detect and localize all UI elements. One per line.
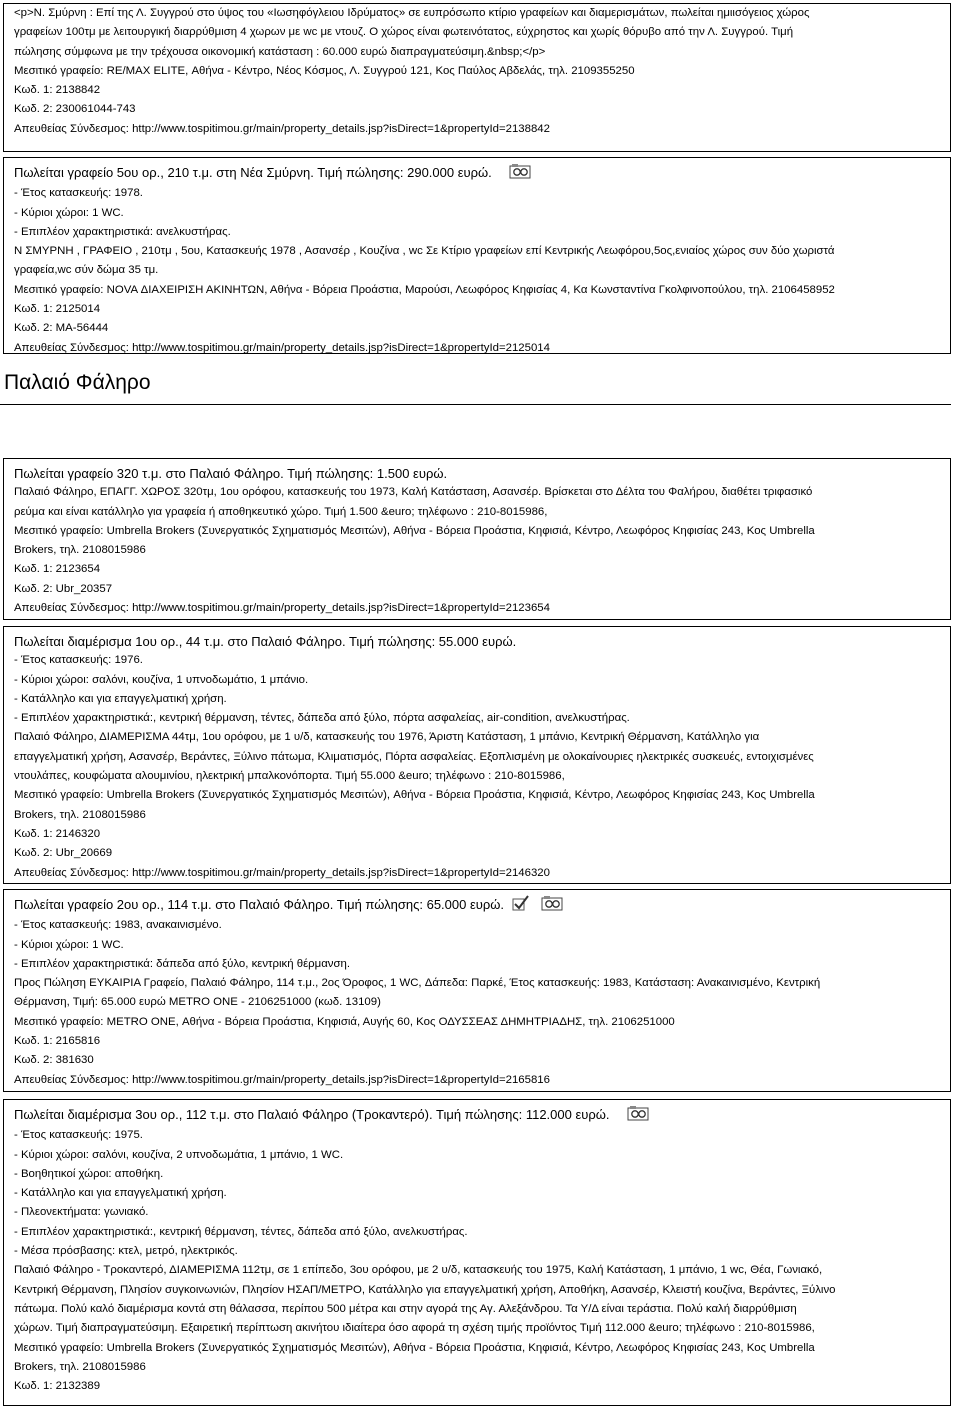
section-heading: Παλαιό Φάληρο [0, 366, 951, 405]
camera-icon[interactable] [541, 895, 563, 916]
text-line: - Έτος κατασκευής: 1976. [14, 654, 143, 667]
text-line: γραφείων 100τμ με λειτουργική διαρρύθμιση 4 χωρων με wc με ντουζ. Ο χώρος είναι φωτεινότατος, εύχρηστος και χωρίς θόρυβο από την Λ. Συγγρού. Τιμή [14, 26, 794, 39]
text-line: - Μέσα πρόσβασης: κτελ, μετρό, ηλεκτρικός. [14, 1245, 238, 1258]
camera-icon[interactable] [509, 163, 531, 184]
code-1: Κωδ. 1: 2165816 [14, 1035, 101, 1048]
text-line: Ν ΣΜΥΡΝΗ , ΓΡΑΦΕΙΟ , 210τμ , 5ου, Κατασκευής 1978 , Ασανσέρ , Κουζίνα , wc Σε Κτίριο γραφείων επί Κεντρικής Λεωφόρου,5ος,ενιαίος χώρος συν δύο χωριστά [14, 245, 835, 258]
text-line: - Επιπλέον χαρακτηριστικά: δάπεδα από ξύλο, κεντρική θέρμανση. [14, 957, 351, 970]
text-line: - Επιπλέον χαρακτηριστικά:, κεντρική θέρμανση, τέντες, δάπεδα από ξύλο, ανελκυστήρας. [14, 1225, 468, 1238]
text-line: Κεντρική Θέρμανση, Πλησίον συγκοινωνιών, Πλησίον ΗΣΑΠ/ΜΕΤΡΟ, Κατάλληλο για επαγγελματική χρήση, Αποθήκη, Ασανσέρ, Κλειστή κουζίνα, Βεράντες, Ξύλινο [14, 1283, 836, 1296]
text-line: Παλαιό Φάληρο - Τροκαντερό, ΔΙΑΜΕΡΙΣΜΑ 112τμ, σε 1 επίπεδο, 3ου ορόφου, με 2 υ/δ, κατασκευής του 1975, Καλή Κατάσταση, 1 μπάνιο, 1 wc, Θέα, Γωνιακό, [14, 1264, 823, 1277]
text-line: επαγγελματική χρήση, Ασανσέρ, Βεράντες, Ξύλινο πάτωμα, Κλιματισμός, Πόρτα ασφαλείας. Εξοπλισμένη με ολοκαίνουριες ηλεκτρικές συσκευές, εντοιχισμένες [14, 750, 814, 763]
text-line: Brokers, τηλ. 2108015986 [14, 808, 146, 821]
agency-line: Μεσιτικό γραφείο: Umbrella Brokers (Συνεργατικός Σχηματισμός Μεσιτών), Αθήνα - Βόρεια Προάστια, Κηφισιά, Κέντρο, Λεωφόρος Κηφισίας 243, Κος Umbrella [14, 524, 815, 537]
code-2: Κωδ. 2: Ubr_20357 [14, 582, 113, 595]
text-line: - Έτος κατασκευής: 1983, ανακαινισμένο. [14, 919, 222, 932]
agency-line: Μεσιτικό γραφείο: METRO ONE, Αθήνα - Βόρεια Προάστια, Κηφισιά, Αυγής 60, Κος ΟΔΥΣΣΕΑΣ ΔΗΜΗΤΡΙΑΔΗΣ, τηλ. 2106251000 [14, 1015, 675, 1028]
text-line: χώρων. Τιμή διαπραγματεύσιμη. Εξαιρετική περίπτωση ακινήτου ιδιαίτερα όσο αφορά τη σχέση τιμής προϊόντος Τιμή 112.000 &euro; τηλέφωνο : 210-8015986, [14, 1322, 815, 1335]
text-line: <p>Ν. Σμύρνη : Επί της Λ. Συγγρού στο ύψος του «Ιωσηφόγλειου Ιδρύματος» σε ευπρόσωπο κτίριο γραφείων και διαμερισμάτων, πωλείται ημιισόγειος χώρος [14, 7, 810, 19]
listing-title: Πωλείται διαμέρισμα 1ου ορ., 44 τ.μ. στο Παλαιό Φάληρο. Τιμή πώλησης: 55.000 ευρώ. [14, 634, 517, 649]
text-line: ρεύμα και είναι κατάλληλο για γραφεία ή αποθηκευτικό χώρο. Τιμή 1.500 &euro; τηλέφωνο : 210-8015986, [14, 505, 548, 518]
direct-link[interactable]: Απευθείας Σύνδεσμος: http://www.tospitimou.gr/main/property_details.jsp?isDirect=1&propertyId=2165816 [14, 1073, 550, 1086]
text-line: - Έτος κατασκευής: 1978. [14, 187, 143, 200]
text-line: - Πλεονεκτήματα: γωνιακό. [14, 1206, 149, 1219]
listing-title-text: Πωλείται διαμέρισμα 3ου ορ., 112 τ.μ. στο Παλαιό Φάληρο (Τροκαντερό). Τιμή πώλησης: 112.000 ευρώ. [14, 1107, 610, 1123]
text-line: - Επιπλέον χαρακτηριστικά: ανελκυστήρας. [14, 225, 231, 238]
code-2: Κωδ. 2: Ubr_20669 [14, 847, 113, 860]
listing-title-text: Πωλείται γραφείο 5ου ορ., 210 τ.μ. στη Νέα Σμύρνη. Τιμή πώλησης: 290.000 ευρώ. [14, 165, 492, 181]
text-line: - Κύριοι χώροι: σαλόνι, κουζίνα, 2 υπνοδωμάτια, 1 μπάνιο, 1 WC. [14, 1148, 344, 1161]
text-line: Παλαιό Φάληρο, ΕΠΑΓΓ. ΧΩΡΟΣ 320τμ, 1ου ορόφου, κατασκευής του 1973, Καλή Κατάσταση, Ασανσέρ. Βρίσκεται στο Δέλτα του Φαλήρου, διαθέτει τριφασικό [14, 486, 813, 499]
text-line: - Κύριοι χώροι: 1 WC. [14, 938, 124, 951]
listing-block-3 [3, 626, 951, 884]
code-1: Κωδ. 1: 2123654 [14, 563, 101, 576]
code-2: Κωδ. 2: 381630 [14, 1054, 94, 1067]
code-1: Κωδ. 1: 2125014 [14, 303, 101, 316]
agency-line: Μεσιτικό γραφείο: NOVA ΔΙΑΧΕΙΡΙΣΗ ΑΚΙΝΗΤΩΝ, Αθήνα - Βόρεια Προάστια, Μαρούσι, Λεωφόρος Κηφισίας 4, Κα Κωνσταντίνα Γκολφινοπούλου, τηλ. 2106458952 [14, 283, 835, 296]
text-line: πώλησης σύμφωνα με την τρέχουσα οικονομική κατάσταση : 60.000 ευρώ διαπραγματεύσιμη.&nbsp;</p> [14, 45, 546, 58]
camera-icon[interactable] [627, 1105, 649, 1126]
listing-title-text: Πωλείται γραφείο 2ου ορ., 114 τ.μ. στο Παλαιό Φάληρο. Τιμή πώλησης: 65.000 ευρώ. [14, 897, 505, 913]
listing-block-4 [3, 889, 951, 1092]
listing-title [14, 895, 940, 916]
text-line: - Βοηθητικοί χώροι: αποθήκη. [14, 1167, 164, 1180]
direct-link[interactable]: Απευθείας Σύνδεσμος: http://www.tospitimou.gr/main/property_details.jsp?isDirect=1&propertyId=2125014 [14, 341, 550, 354]
listing-title [14, 163, 940, 184]
direct-link[interactable]: Απευθείας Σύνδεσμος: http://www.tospitimou.gr/main/property_details.jsp?isDirect=1&propertyId=2123654 [14, 602, 550, 615]
text-line: - Κύριοι χώροι: σαλόνι, κουζίνα, 1 υπνοδωμάτιο, 1 μπάνιο. [14, 673, 309, 686]
text-line: Προς Πώληση ΕΥΚΑΙΡΙΑ Γραφείο, Παλαιό Φάληρο, 114 τ.μ., 2ος Όροφος, 1 WC, Δάπεδα: Παρκέ, Έτος κατασκευής: 1983, Κατάσταση: Ανακαινισμένο, Κεντρική [14, 977, 821, 990]
text-line: Θέρμανση, Τιμή: 65.000 ευρώ METRO ONE - 2106251000 (κωδ. 13109) [14, 996, 381, 1009]
checkmark-icon [512, 895, 530, 916]
text-line: - Κύριοι χώροι: 1 WC. [14, 206, 124, 219]
code-1: Κωδ. 1: 2132389 [14, 1380, 101, 1393]
code-2: Κωδ. 2: MA-56444 [14, 322, 109, 335]
code-1: Κωδ. 1: 2146320 [14, 827, 101, 840]
code-1: Κωδ. 1: 2138842 [14, 84, 101, 97]
listing-block-1 [3, 157, 951, 354]
direct-link[interactable]: Απευθείας Σύνδεσμος: http://www.tospitimou.gr/main/property_details.jsp?isDirect=1&propertyId=2146320 [14, 866, 550, 879]
text-line: - Έτος κατασκευής: 1975. [14, 1129, 143, 1142]
listing-title [14, 1105, 940, 1126]
text-line: Παλαιό Φάληρο, ΔΙΑΜΕΡΙΣΜΑ 44τμ, 1ου ορόφου, με 1 υ/δ, κατασκευής του 1976, Άριστη Κατάσταση, 1 μπάνιο, Κεντρική Θέρμανση, Κατάλληλο για [14, 731, 760, 744]
text-line: Brokers, τηλ. 2108015986 [14, 1360, 146, 1373]
listing-block-2 [3, 458, 951, 620]
text-line: Brokers, τηλ. 2108015986 [14, 544, 146, 557]
text-line: πάτωμα. Πολύ καλό διαμέρισμα κοντά στη θάλασσα, περίπου 500 μέτρα και στην αγορά της Αγ. Αλεξάνδρου. Τα Υ/Δ είναι τεράστια. Πολύ καλή διαρρύθμιση [14, 1302, 797, 1315]
text-line: γραφεία,wc σύν δώμα 35 τμ. [14, 264, 159, 277]
text-line: - Επιπλέον χαρακτηριστικά:, κεντρική θέρμανση, τέντες, δάπεδα από ξύλο, πόρτα ασφαλείας, air-condition, ανελκυστήρας. [14, 712, 630, 725]
text-line: ντουλάπες, κουφώματα αλουμινίου, ηλεκτρική μπαλκονόπορτα. Τιμή 55.000 &euro; τηλέφωνο : 210-8015986, [14, 770, 565, 783]
listing-block-0 [3, 3, 951, 152]
listing-block-5 [3, 1099, 951, 1406]
listing-title: Πωλείται γραφείο 320 τ.μ. στο Παλαιό Φάληρο. Τιμή πώλησης: 1.500 ευρώ. [14, 466, 448, 481]
code-2: Κωδ. 2: 230061044-743 [14, 103, 136, 116]
direct-link[interactable]: Απευθείας Σύνδεσμος: http://www.tospitimou.gr/main/property_details.jsp?isDirect=1&propertyId=2138842 [14, 122, 550, 135]
text-line: - Κατάλληλο και για επαγγελματική χρήση. [14, 1187, 227, 1200]
agency-line: Μεσιτικό γραφείο: Umbrella Brokers (Συνεργατικός Σχηματισμός Μεσιτών), Αθήνα - Βόρεια Προάστια, Κηφισιά, Κέντρο, Λεωφόρος Κηφισίας 243, Κος Umbrella [14, 789, 815, 802]
agency-line: Μεσιτικό γραφείο: RE/MAX ELITE, Αθήνα - Κέντρο, Νέος Κόσμος, Λ. Συγγρού 121, Κος Παύλος Αβδελάς, τηλ. 2109355250 [14, 64, 635, 77]
text-line: - Κατάλληλο και για επαγγελματική χρήση. [14, 692, 227, 705]
agency-line: Μεσιτικό γραφείο: Umbrella Brokers (Συνεργατικός Σχηματισμός Μεσιτών), Αθήνα - Βόρεια Προάστια, Κηφισιά, Κέντρο, Λεωφόρος Κηφισίας 243, Κος Umbrella [14, 1341, 815, 1354]
